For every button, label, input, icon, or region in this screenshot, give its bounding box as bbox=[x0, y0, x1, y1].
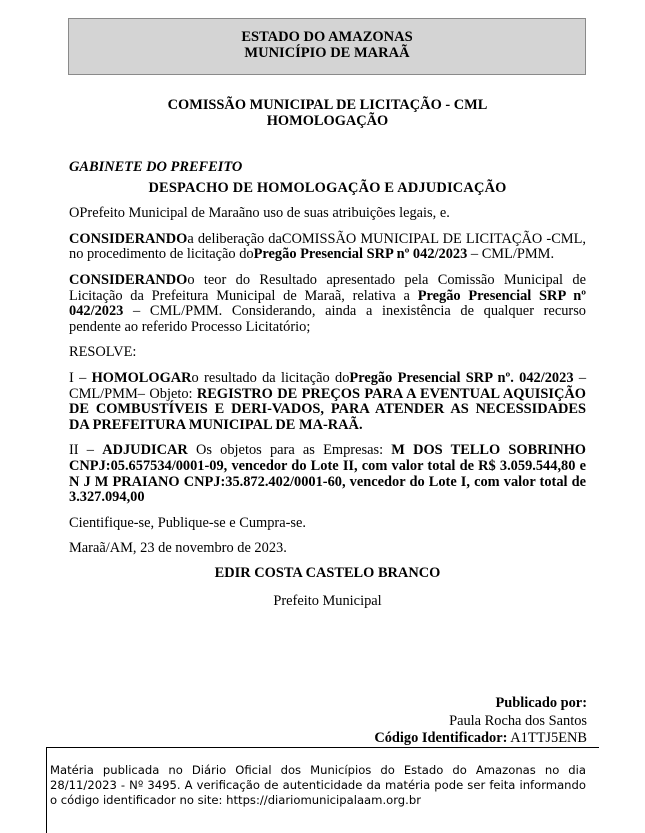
considerando-1 bbox=[69, 232, 586, 263]
signer-name: EDIR COSTA CASTELO BRANCO bbox=[214, 564, 441, 581]
code-value: A1TTJ5ENB bbox=[507, 730, 587, 746]
pregao-ref: Pregão Presencial SRP nº 042/2023 bbox=[253, 246, 468, 263]
code-label: Código Identificador: bbox=[374, 730, 508, 746]
considerando-lead: CONSIDERANDO bbox=[69, 230, 188, 247]
commission-name: COMISSÃO MUNICIPAL DE LICITAÇÃO - CML bbox=[167, 97, 488, 113]
commission-title bbox=[69, 97, 586, 129]
item-text: – CML/PMM– Objeto: bbox=[69, 369, 587, 402]
item-text: o resultado da licitação do bbox=[191, 369, 350, 386]
item-number: I – bbox=[69, 369, 92, 386]
state-header bbox=[68, 18, 586, 75]
gabinete-heading: GABINETE DO PREFEITO bbox=[69, 159, 243, 175]
footer-divider bbox=[46, 747, 599, 748]
item-number: II – bbox=[69, 442, 103, 459]
considerando-2 bbox=[69, 273, 586, 335]
item-object: REGISTRO DE PREÇOS PARA A EVENTUAL AQUISIÇÃO DE COMBUSTÍVEIS E DERI-VADOS, PARA ATENDER AS NECESSIDADES DA PREFEITURA MUNICIPAL DE MA-RAÃ. bbox=[69, 385, 586, 433]
considerando-text: – CML/PMM. bbox=[467, 246, 555, 263]
closing-statement: Cientifique-se, Publique-se e Cumpra-se. bbox=[69, 514, 306, 531]
pregao-ref: Pregão Presencial SRP nº 042/2023 bbox=[69, 287, 586, 320]
signer-role: Prefeito Municipal bbox=[273, 593, 382, 610]
item-adjudicar bbox=[69, 443, 586, 505]
considerando-text: a deliberação daCOMISSÃO MUNICIPAL DE LICITAÇÃO -CML, no procedimento de licitação do bbox=[69, 230, 586, 263]
resolve-label: RESOLVE: bbox=[69, 344, 137, 361]
place-date: Maraã/AM, 23 de novembro de 2023. bbox=[69, 540, 287, 557]
item-homologar bbox=[69, 371, 586, 433]
publisher-name: Paula Rocha dos Santos bbox=[449, 712, 587, 729]
considerando-lead: CONSIDERANDO bbox=[69, 271, 188, 288]
pregao-ref: Pregão Presencial SRP nº. 042/2023 bbox=[349, 369, 574, 386]
item-winners: M DOS TELLO SOBRINHO CNPJ:05.657534/0001-09, vencedor do Lote II, com valor total de R$ 3.059.544,80 e N J M PRAIANO CNPJ:35.872.402/0001-60, vencedor do Lote I, com valor total de 3.327.094,00 bbox=[69, 442, 586, 506]
considerando-text: o teor do Resultado apresentado pela Comissão Municipal de Licitação da Prefeitura Municipal de Maraã, relativa a bbox=[69, 271, 586, 304]
publication-info bbox=[374, 695, 587, 748]
publication-label: Publicado por: bbox=[495, 695, 587, 711]
item-text: Os objetos para as Empresas: bbox=[187, 442, 392, 459]
intro-paragraph: OPrefeito Municipal de Maraãno uso de suas atribuições legais, e. bbox=[69, 205, 450, 222]
considerando-text: – CML/PMM. Considerando, ainda a inexistência de qualquer recurso pendente ao referido Processo Licitatório; bbox=[69, 303, 586, 335]
footer-border bbox=[46, 747, 47, 833]
footer-note: Matéria publicada no Diário Oficial dos Municípios do Estado do Amazonas no dia 28/11/2023 - Nº 3495. A verificação de autenticidade da matéria pode ser feita informando o código identificador no site: https://diariomunicipalaam.org.br bbox=[50, 763, 586, 807]
municipality-name: MUNICÍPIO DE MARAÃ bbox=[244, 45, 410, 61]
document-type: HOMOLOGAÇÃO bbox=[266, 113, 389, 129]
state-name: ESTADO DO AMAZONAS bbox=[241, 29, 413, 45]
document-body bbox=[69, 97, 586, 610]
item-lead: ADJUDICAR bbox=[102, 442, 188, 459]
despacho-title: DESPACHO DE HOMOLOGAÇÃO E ADJUDICAÇÃO bbox=[148, 179, 507, 196]
item-lead: HOMOLOGAR bbox=[91, 369, 192, 386]
